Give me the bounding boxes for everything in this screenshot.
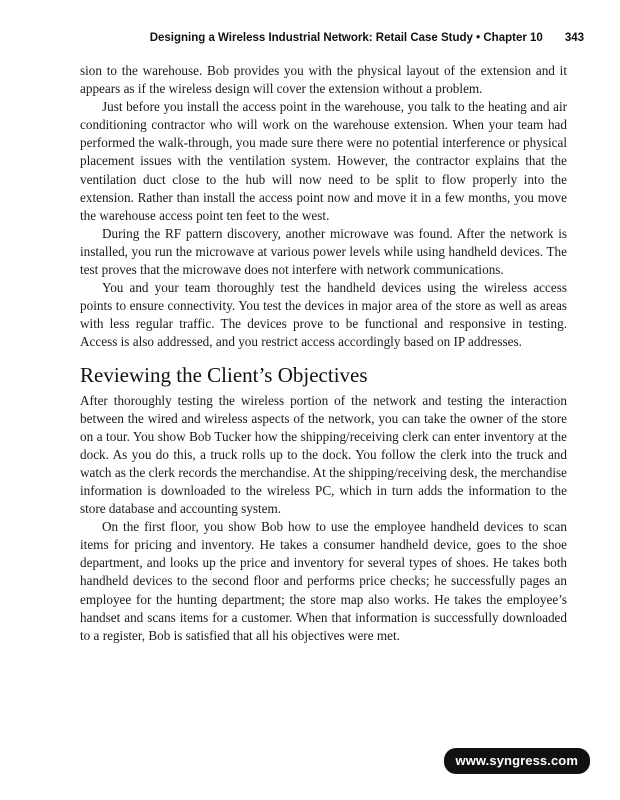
paragraph-first-floor: On the first floor, you show Bob how to use the employee handheld devices to scan items for pricing and inventory. He takes a consumer handheld device, goes to the shoe department, and looks up the price and inventory for several types of shoes. He takes both handheld devices to the second floor and performs price checks; he successfully pages an employee for the hunting department; the store map also works. He takes the employee’s handset and scans items for a customer. When that information is successfully downloaded to a register, Bob is satisfied that all his objectives were met. xyxy=(80,519,567,643)
paragraph-ventilation: Just before you install the access point in the warehouse, you talk to the heating and air conditioning contractor who will work on the warehouse extension. When your team had performed the walk-through, you made sure there were no potential interference or physical placement issues with the ventilation system. However, the contractor explains that the ventilation duct close to the hub will now need to be split to flow properly into the extension. Rather than install the access point now and move it in a few months, you move the warehouse access point ten feet to the west. xyxy=(80,99,567,223)
page-body xyxy=(80,62,567,645)
running-title: Designing a Wireless Industrial Network: Retail Case Study • Chapter 10 xyxy=(149,32,543,44)
paragraph-microwave: During the RF pattern discovery, another microwave was found. After the network is installed, you run the microwave at various power levels while using handheld devices. The test proves that the microwave does not interfere with network communications. xyxy=(80,225,567,278)
paragraph-device-testing: You and your team thoroughly test the handheld devices using the wireless access points to ensure connectivity. You test the devices in major area of the store as well as areas with less regular traffic. The devices prove to be functional and responsive in testing. Access is also addressed, and you restrict access accordingly based on IP addresses. xyxy=(80,280,567,350)
paragraph-continued: sion to the warehouse. Bob provides you with the physical layout of the extension and it appears as if the wireless design will cover the extension without a problem. xyxy=(80,63,567,97)
website-badge: www.syngress.com xyxy=(444,748,591,774)
paragraph-tour: After thoroughly testing the wireless portion of the network and testing the interaction between the wired and wireless aspects of the network, you can take the owner of the store on a tour. You show Bob Tucker how the shipping/receiving clerk can enter inventory at the dock. As you do this, a truck rolls up to the dock. You follow the clerk into the truck and watch as the clerk records the merchandise. At the shipping/receiving desk, the merchandise information is downloaded to the wireless PC, which in turn adds the information to the store database and accounting system. xyxy=(80,392,567,517)
running-header xyxy=(150,32,584,44)
section-heading: Reviewing the Client’s Objectives xyxy=(80,362,368,387)
page-number: 343 xyxy=(564,32,584,44)
